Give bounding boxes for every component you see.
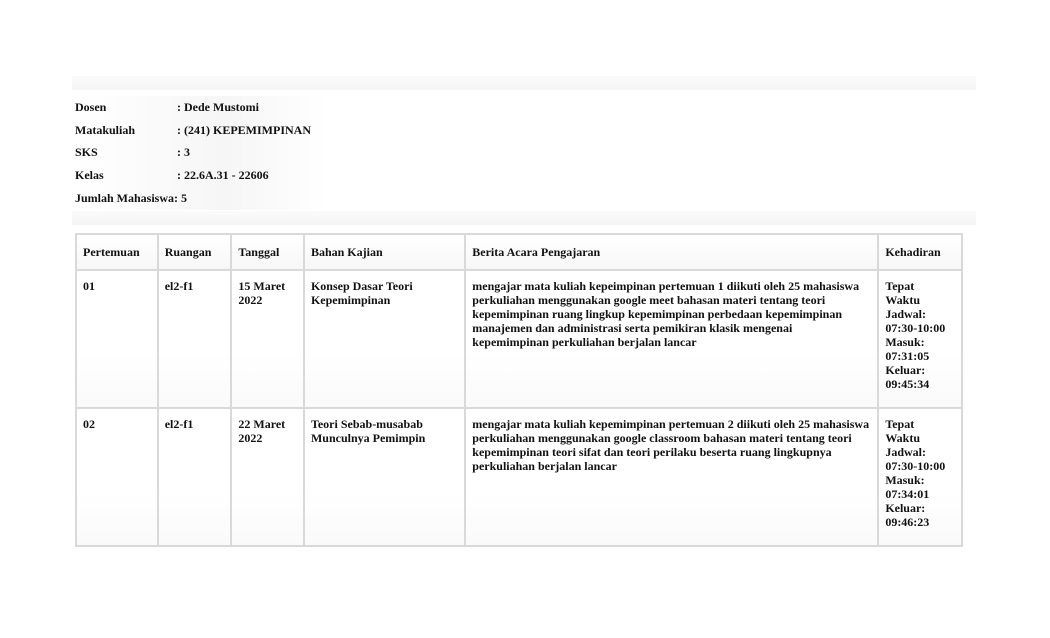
header-berita-acara: Berita Acara Pengajaran — [466, 235, 879, 271]
cell-berita-acara: mengajar mata kuliah kepeimpinan pertemuan 1 diikuti oleh 25 mahasiswa perkuliahan menggunakan google meet bahasan materi tentang teori kepemimpinan ruang lingkup kepemimpinan perbedaan kepemimpinan manajemen dan administrasi serta pemikiran klasik mengenai kepemimpinan perkuliahan berjalan lancar — [466, 271, 879, 409]
kehadiran-line: Jadwal: — [885, 307, 926, 321]
matakuliah-label: Matakuliah — [75, 122, 136, 137]
kehadiran-line: 07:30-10:00 — [885, 321, 946, 335]
kehadiran-line: Masuk: — [885, 335, 925, 349]
cell-kehadiran — [879, 271, 961, 409]
cell-ruangan: el2-f1 — [159, 271, 233, 409]
course-info — [75, 96, 327, 210]
sks-value: : 3 — [177, 145, 190, 160]
kehadiran-line: Tepat — [885, 417, 915, 431]
cell-tanggal: 15 Maret 2022 — [232, 271, 305, 409]
jumlah-value: : 5 — [174, 191, 188, 206]
header-ruangan: Ruangan — [159, 235, 233, 271]
dosen-label: Dosen — [75, 99, 107, 114]
cell-tanggal: 22 Maret 2022 — [232, 409, 305, 545]
cell-bahan-kajian: Konsep Dasar Teori Kepemimpinan — [305, 271, 466, 409]
kehadiran-line: Masuk: — [885, 473, 925, 487]
header-kehadiran: Kehadiran — [879, 235, 961, 271]
matakuliah-value: : (241) KEPEMIMPINAN — [177, 122, 311, 137]
table-header-row — [77, 235, 961, 271]
sks-label: SKS — [75, 145, 98, 160]
header-tanggal: Tanggal — [232, 235, 305, 271]
kehadiran-line: Keluar: — [885, 363, 926, 377]
kehadiran-line: 09:45:34 — [885, 377, 930, 391]
table-row — [77, 271, 961, 409]
kehadiran-line: Tepat — [885, 279, 915, 293]
info-row-dosen — [75, 96, 327, 119]
kehadiran-line: Jadwal: — [885, 445, 926, 459]
kehadiran-line: Keluar: — [885, 501, 926, 515]
kehadiran-line: 07:31:05 — [885, 349, 930, 363]
attendance-table — [75, 233, 963, 547]
header-pertemuan: Pertemuan — [77, 235, 159, 271]
kehadiran-line: 07:30-10:00 — [885, 459, 946, 473]
dosen-value: : Dede Mustomi — [177, 99, 259, 114]
kehadiran-line: Waktu — [885, 293, 920, 307]
cell-kehadiran — [879, 409, 961, 545]
header-bahan-kajian: Bahan Kajian — [305, 235, 466, 271]
cell-pertemuan: 01 — [77, 271, 159, 409]
cell-ruangan: el2-f1 — [159, 409, 233, 545]
kelas-value: : 22.6A.31 - 22606 — [177, 168, 269, 183]
info-row-kelas — [75, 164, 327, 187]
info-row-matakuliah — [75, 119, 327, 142]
kehadiran-line: 09:46:23 — [885, 515, 930, 529]
separator-band — [72, 211, 976, 225]
cell-bahan-kajian: Teori Sebab-musabab Munculnya Pemimpin — [305, 409, 466, 545]
cell-berita-acara: mengajar mata kuliah kepemimpinan pertemuan 2 diikuti oleh 25 mahasiswa perkuliahan menggunakan google classroom bahasan materi tentang teori kepemimpinan teori sifat dan teori perilaku beserta ruang lingkupnya perkuliahan berjalan lancar — [466, 409, 879, 545]
cell-pertemuan: 02 — [77, 409, 159, 545]
table-row — [77, 409, 961, 545]
kelas-label: Kelas — [75, 168, 104, 183]
info-row-sks — [75, 142, 327, 165]
jumlah-label: Jumlah Mahasiswa — [75, 191, 175, 206]
kehadiran-line: 07:34:01 — [885, 487, 930, 501]
kehadiran-line: Waktu — [885, 431, 920, 445]
header-band — [72, 76, 976, 90]
info-row-jumlah — [75, 187, 327, 210]
